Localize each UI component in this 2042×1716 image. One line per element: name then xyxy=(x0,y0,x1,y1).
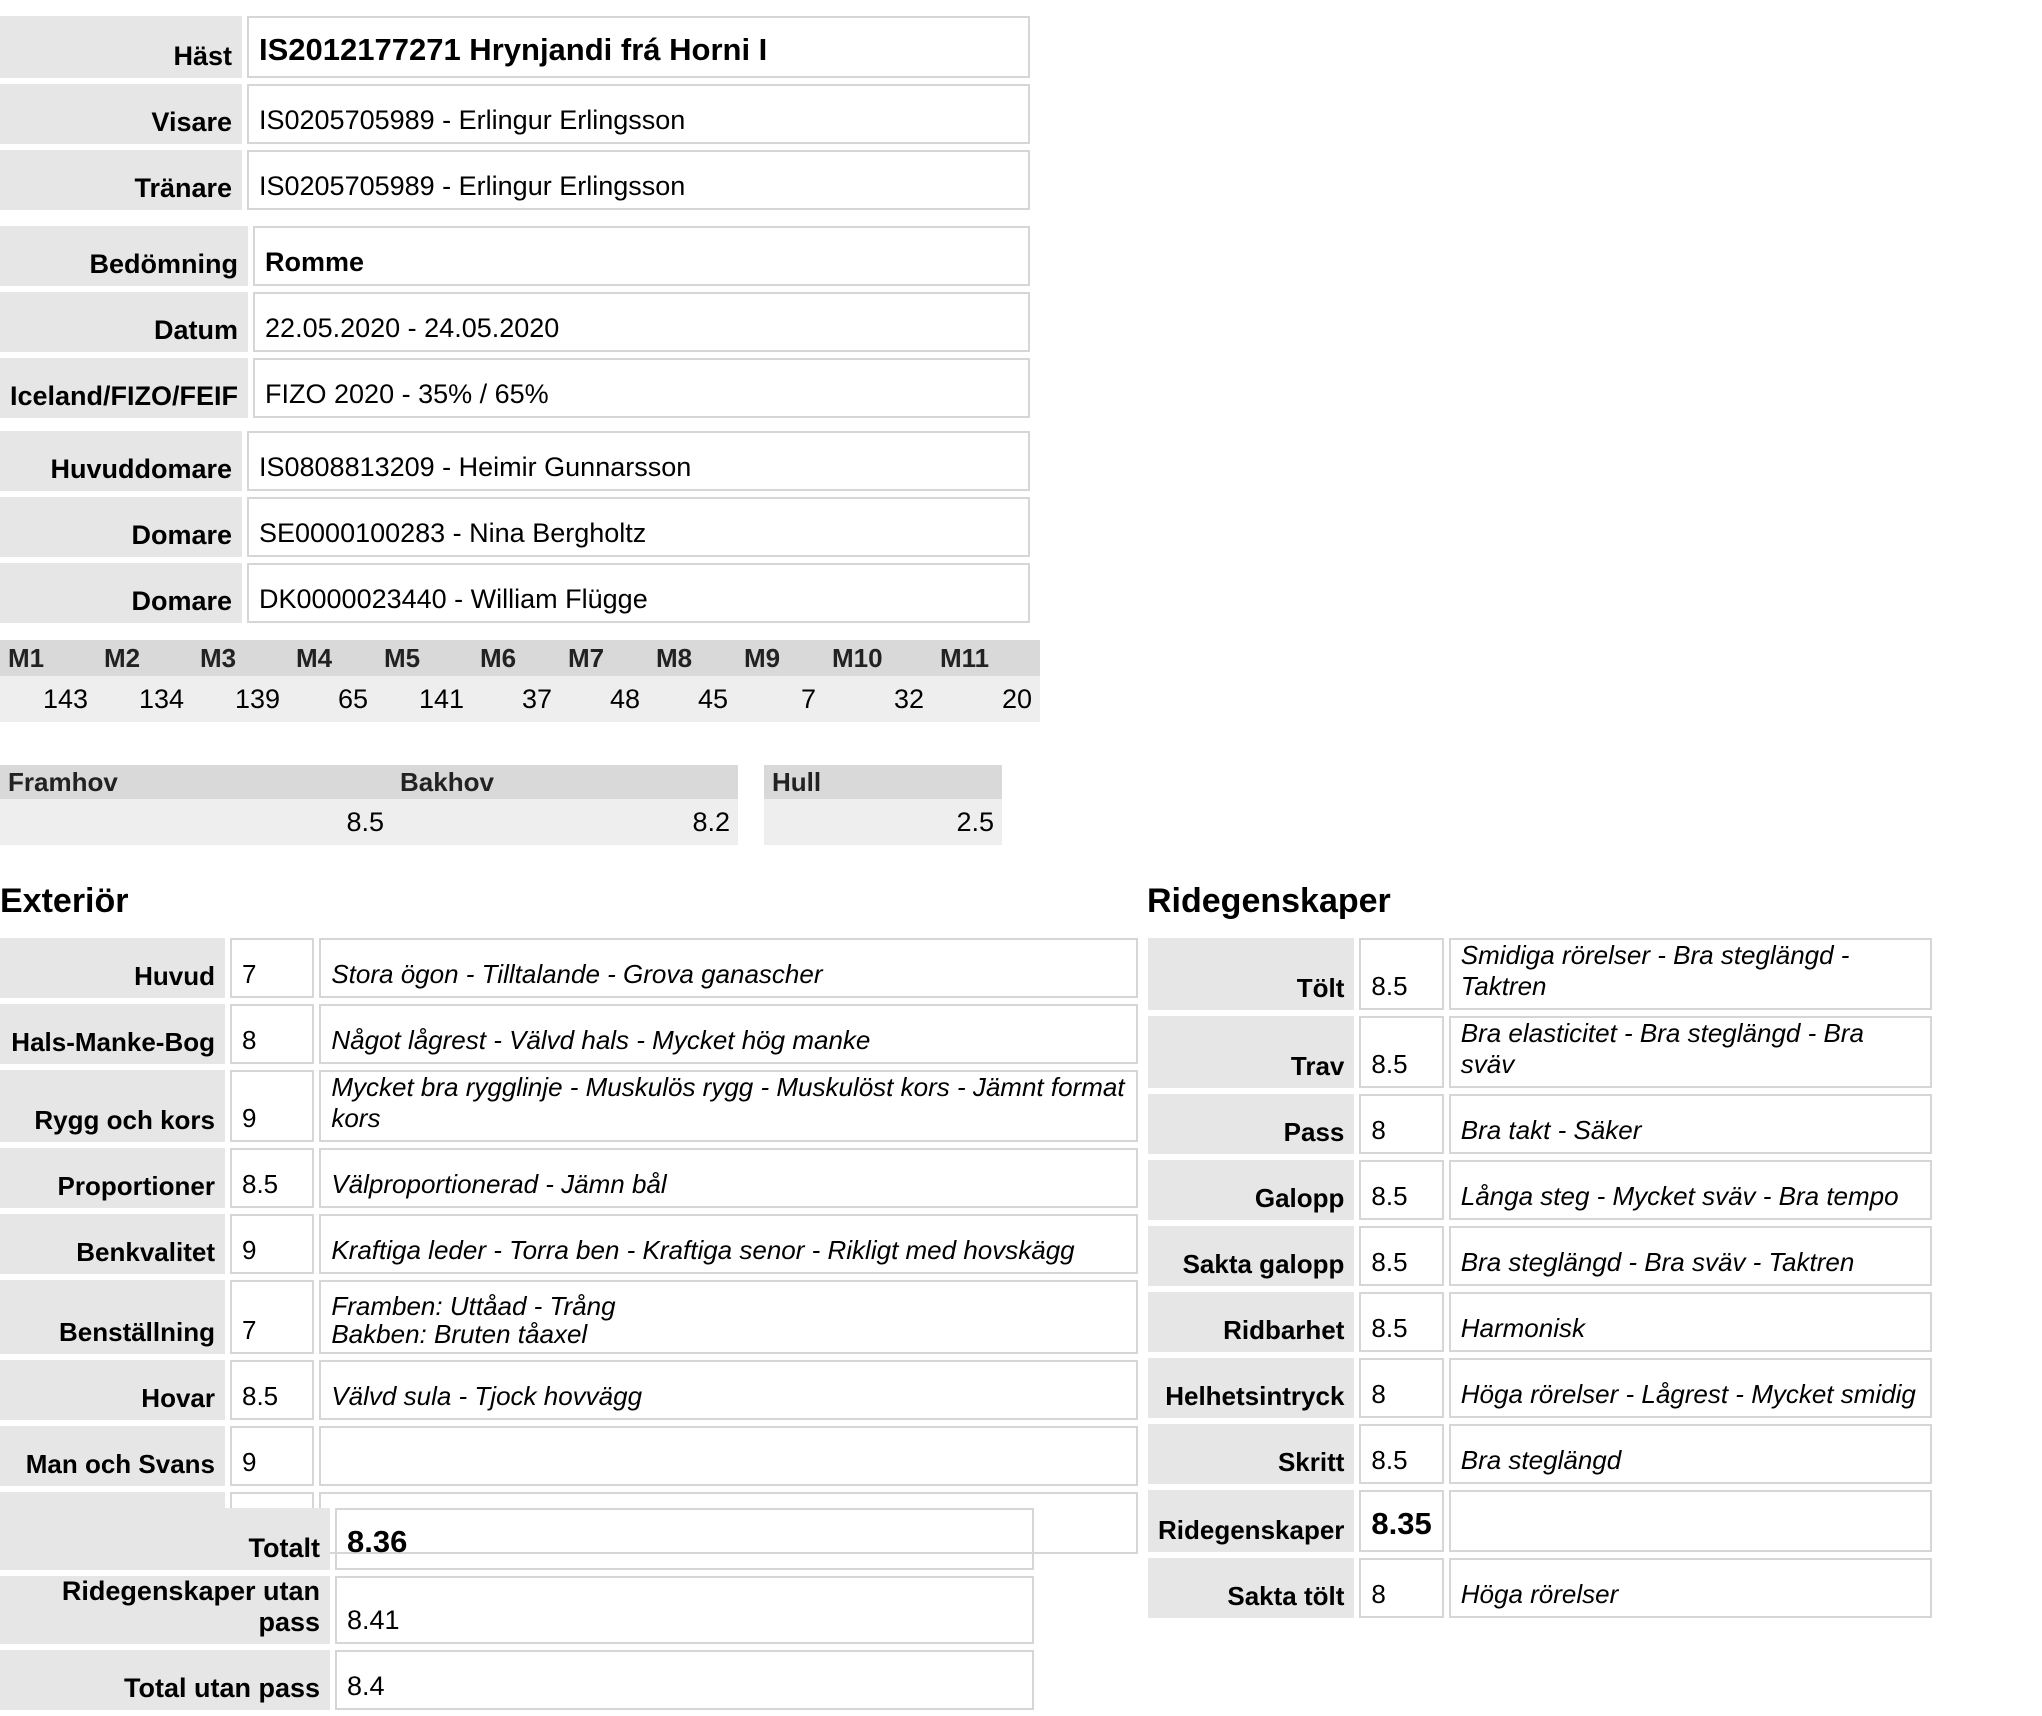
exterior-score: 9 xyxy=(230,1426,314,1486)
horse-info-table xyxy=(0,10,1035,216)
riding-score: 8 xyxy=(1359,1358,1443,1418)
measure-value: 143 xyxy=(0,676,96,722)
hooves-value-row xyxy=(0,799,738,845)
measure-header: M9 xyxy=(736,640,824,676)
measure-value: 20 xyxy=(932,676,1040,722)
exterior-table xyxy=(0,932,1143,1560)
back-hoof-value: 8.2 xyxy=(392,799,738,845)
riding-row xyxy=(1148,1094,1932,1154)
riding-total-label: Ridegenskaper xyxy=(1148,1490,1354,1552)
exterior-label: Benkvalitet xyxy=(0,1214,225,1274)
riding-table xyxy=(1143,932,1937,1624)
riding-label: Helhetsintryck xyxy=(1148,1358,1354,1418)
hull-header-row xyxy=(764,765,1002,799)
date-label: Datum xyxy=(0,292,248,352)
riding-score: 8 xyxy=(1359,1558,1443,1618)
rider-row xyxy=(0,84,1030,144)
assessment-row xyxy=(0,226,1030,286)
measure-header: M7 xyxy=(560,640,648,676)
measure-header: M2 xyxy=(96,640,192,676)
riding-score: 8.5 xyxy=(1359,1226,1443,1286)
riding-label: Pass xyxy=(1148,1094,1354,1154)
exterior-score: 7 xyxy=(230,938,314,998)
judge-value: IS0808813209 - Heimir Gunnarsson xyxy=(247,431,1030,491)
exterior-score: 7 xyxy=(230,1280,314,1354)
total-label: Total utan pass xyxy=(0,1650,330,1710)
riding-row xyxy=(1148,1424,1932,1484)
riding-total-score: 8.35 xyxy=(1359,1490,1443,1552)
riding-score: 8.5 xyxy=(1359,1424,1443,1484)
trainer-label: Tränare xyxy=(0,150,242,210)
riding-label: Sakta tölt xyxy=(1148,1558,1354,1618)
measure-value: 48 xyxy=(560,676,648,722)
date-value: 22.05.2020 - 24.05.2020 xyxy=(253,292,1030,352)
total-row xyxy=(0,1650,1034,1710)
total-label: Ridegenskaper utan pass xyxy=(0,1576,330,1644)
exterior-comment: Kraftiga leder - Torra ben - Kraftiga senor - Rikligt med hovskägg xyxy=(319,1214,1138,1274)
riding-row xyxy=(1148,1558,1932,1618)
riding-score: 8.5 xyxy=(1359,1160,1443,1220)
riding-label: Tölt xyxy=(1148,938,1354,1010)
exterior-comment: Stora ögon - Tilltalande - Grova ganascher xyxy=(319,938,1138,998)
riding-row xyxy=(1148,1358,1932,1418)
judge-label: Domare xyxy=(0,497,242,557)
exterior-row xyxy=(0,1070,1138,1142)
riding-comment: Smidiga rörelser - Bra steglängd - Taktren xyxy=(1449,938,1932,1010)
measurements-header-row xyxy=(0,640,1040,676)
judge-row xyxy=(0,431,1030,491)
exterior-label: Benställning xyxy=(0,1280,225,1354)
exterior-row xyxy=(0,1004,1138,1064)
measure-header: M3 xyxy=(192,640,288,676)
riding-row xyxy=(1148,1292,1932,1352)
horse-row xyxy=(0,16,1030,78)
exterior-score: 9 xyxy=(230,1070,314,1142)
measure-value: 134 xyxy=(96,676,192,722)
front-hoof-value: 8.5 xyxy=(0,799,392,845)
riding-comment: Bra steglängd xyxy=(1449,1424,1932,1484)
measure-value: 45 xyxy=(648,676,736,722)
riding-row xyxy=(1148,1226,1932,1286)
riding-score: 8.5 xyxy=(1359,938,1443,1010)
exterior-row xyxy=(0,1360,1138,1420)
back-hoof-header: Bakhov xyxy=(392,765,738,799)
riding-comment: Bra elasticitet - Bra steglängd - Bra sväv xyxy=(1449,1016,1932,1088)
measure-header: M6 xyxy=(472,640,560,676)
horse-label: Häst xyxy=(0,16,242,78)
exterior-comment xyxy=(319,1280,1138,1354)
measure-value: 65 xyxy=(288,676,376,722)
exterior-row xyxy=(0,1280,1138,1354)
riding-comment: Höga rörelser xyxy=(1449,1558,1932,1618)
trainer-value: IS0205705989 - Erlingur Erlingsson xyxy=(247,150,1030,210)
measure-header: M1 xyxy=(0,640,96,676)
riding-row xyxy=(1148,1016,1932,1088)
measure-value: 37 xyxy=(472,676,560,722)
measure-header: M4 xyxy=(288,640,376,676)
measure-header: M8 xyxy=(648,640,736,676)
measurements-table xyxy=(0,640,1040,722)
riding-score: 8 xyxy=(1359,1094,1443,1154)
measure-header: M11 xyxy=(932,640,1040,676)
riding-label: Ridbarhet xyxy=(1148,1292,1354,1352)
measure-value: 139 xyxy=(192,676,288,722)
riding-total-row xyxy=(1148,1490,1932,1552)
hooves-table xyxy=(0,765,738,845)
system-label: Iceland/FIZO/FEIF xyxy=(0,358,248,418)
system-row xyxy=(0,358,1030,418)
hull-header: Hull xyxy=(764,765,1002,799)
exterior-row xyxy=(0,1214,1138,1274)
exterior-score: 8.5 xyxy=(230,1360,314,1420)
exterior-row xyxy=(0,1426,1138,1486)
exterior-score: 9 xyxy=(230,1214,314,1274)
riding-score: 8.5 xyxy=(1359,1016,1443,1088)
assessment-value: Romme xyxy=(253,226,1030,286)
riding-label: Sakta galopp xyxy=(1148,1226,1354,1286)
exterior-comment-line: Framben: Uttåad - Trång xyxy=(331,1291,616,1321)
rider-value: IS0205705989 - Erlingur Erlingsson xyxy=(247,84,1030,144)
total-row xyxy=(0,1508,1034,1570)
measure-value: 32 xyxy=(824,676,932,722)
riding-row xyxy=(1148,938,1932,1010)
measure-header: M10 xyxy=(824,640,932,676)
riding-score: 8.5 xyxy=(1359,1292,1443,1352)
rider-label: Visare xyxy=(0,84,242,144)
exterior-row xyxy=(0,938,1138,998)
front-hoof-header: Framhov xyxy=(0,765,392,799)
totals-table xyxy=(0,1502,1039,1716)
riding-label: Galopp xyxy=(1148,1160,1354,1220)
total-value: 8.36 xyxy=(335,1508,1034,1570)
measure-header: M5 xyxy=(376,640,472,676)
exterior-label: Hovar xyxy=(0,1360,225,1420)
horse-value: IS2012177271 Hrynjandi frá Horni I xyxy=(247,16,1030,78)
hull-value-row xyxy=(764,799,1002,845)
judge-value: DK0000023440 - William Flügge xyxy=(247,563,1030,623)
exterior-label: Huvud xyxy=(0,938,225,998)
exterior-label: Rygg och kors xyxy=(0,1070,225,1142)
judge-label: Huvuddomare xyxy=(0,431,242,491)
exterior-score: 8.5 xyxy=(230,1148,314,1208)
hull-table xyxy=(764,765,1002,845)
total-label: Totalt xyxy=(0,1508,330,1570)
total-row xyxy=(0,1576,1034,1644)
riding-label: Skritt xyxy=(1148,1424,1354,1484)
riding-row xyxy=(1148,1160,1932,1220)
hull-value: 2.5 xyxy=(764,799,1002,845)
total-value: 8.4 xyxy=(335,1650,1034,1710)
riding-comment: Höga rörelser - Lågrest - Mycket smidig xyxy=(1449,1358,1932,1418)
riding-comment: Bra takt - Säker xyxy=(1449,1094,1932,1154)
exterior-label: Proportioner xyxy=(0,1148,225,1208)
trainer-row xyxy=(0,150,1030,210)
system-value: FIZO 2020 - 35% / 65% xyxy=(253,358,1030,418)
exterior-comment xyxy=(319,1426,1138,1486)
exterior-comment: Något lågrest - Välvd hals - Mycket hög manke xyxy=(319,1004,1138,1064)
exterior-row xyxy=(0,1148,1138,1208)
judges-table xyxy=(0,425,1035,629)
exterior-comment: Välvd sula - Tjock hovvägg xyxy=(319,1360,1138,1420)
total-value: 8.41 xyxy=(335,1576,1034,1644)
assessment-info-table xyxy=(0,220,1035,424)
exterior-label: Man och Svans xyxy=(0,1426,225,1486)
riding-comment: Bra steglängd - Bra sväv - Taktren xyxy=(1449,1226,1932,1286)
measure-value: 141 xyxy=(376,676,472,722)
exterior-label: Hals-Manke-Bog xyxy=(0,1004,225,1064)
assessment-label: Bedömning xyxy=(0,226,248,286)
exterior-comment-line: Bakben: Bruten tåaxel xyxy=(331,1319,588,1349)
judge-row xyxy=(0,563,1030,623)
measurements-value-row xyxy=(0,676,1040,722)
exterior-heading: Exteriör xyxy=(0,882,129,920)
riding-comment xyxy=(1449,1490,1932,1552)
riding-comment: Långa steg - Mycket sväv - Bra tempo xyxy=(1449,1160,1932,1220)
date-row xyxy=(0,292,1030,352)
hooves-header-row xyxy=(0,765,738,799)
judge-value: SE0000100283 - Nina Bergholtz xyxy=(247,497,1030,557)
riding-label: Trav xyxy=(1148,1016,1354,1088)
exterior-score: 8 xyxy=(230,1004,314,1064)
judge-row xyxy=(0,497,1030,557)
judge-label: Domare xyxy=(0,563,242,623)
riding-comment: Harmonisk xyxy=(1449,1292,1932,1352)
exterior-comment: Välproportionerad - Jämn bål xyxy=(319,1148,1138,1208)
measure-value: 7 xyxy=(736,676,824,722)
exterior-comment: Mycket bra rygglinje - Muskulös rygg - Muskulöst kors - Jämnt format kors xyxy=(319,1070,1138,1142)
riding-heading: Ridegenskaper xyxy=(1147,882,1391,920)
